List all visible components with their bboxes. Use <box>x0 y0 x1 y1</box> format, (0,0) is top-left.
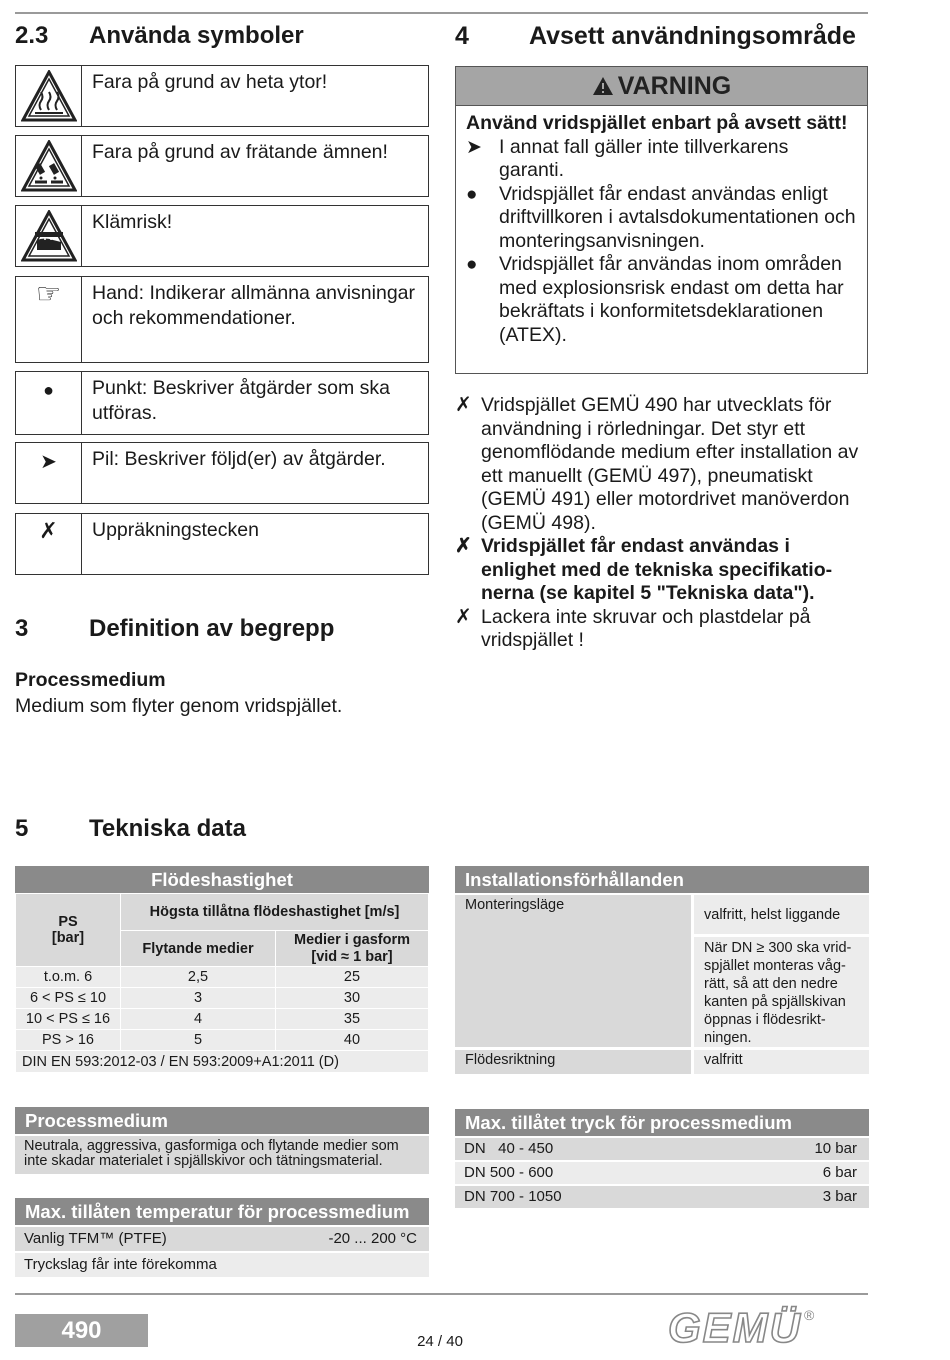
arrow-icon: ➤ <box>466 136 482 158</box>
table-row: DN 500 - 600 6 bar <box>455 1162 869 1184</box>
section-5-heading: 5 Tekniska data <box>15 815 246 842</box>
bullet-dot-icon: ● <box>16 372 82 434</box>
usage-item: ✗ Vridspjället får endast användas i enlighet med de tekniska specifikatio-nerna (se kapitel 5 "Tekniska data"). <box>455 535 833 604</box>
flow-direction-value: valfritt <box>694 1050 869 1074</box>
symbol-row-dot <box>15 371 429 435</box>
top-rule <box>15 12 868 14</box>
mount-label: Monteringsläge <box>455 895 691 1047</box>
symbol-row-cross <box>15 513 429 575</box>
usage-item: ✗ Lackera inte skruvar och plastdelar på vridspjället ! <box>455 605 811 651</box>
max-velocity-header: Högsta tillåtna flödeshastighet [m/s] <box>121 894 429 931</box>
cross-mark-icon: ✗ <box>16 514 82 574</box>
hand-pointing-icon: ☞ <box>16 277 82 362</box>
table-row: DN 700 - 1050 3 bar <box>455 1186 869 1208</box>
table-row: 6 < PS ≤ 10 3 30 <box>16 988 429 1009</box>
crush-hazard-warning-icon <box>16 206 82 266</box>
max-pressure-table <box>455 1109 869 1208</box>
warning-box <box>455 66 868 374</box>
usage-item: ✗ Vridspjället GEMÜ 490 har utvecklats för användning i rörledningar. Det styr ett genomflödande medium efter installation av ett manuellt (GEMÜ 497), pneumatiskt (GEMÜ 491) eller motordrivet manöverdon (GEMÜ 498). <box>455 394 859 534</box>
mount-value-2: När DN ≥ 300 ska vrid-spjället monteras våg-rätt, så att den nedre kanten på spjällskivan öppnas i flödesrikt-ningen. <box>694 937 869 1047</box>
warning-item: ➤ I annat fall gäller inte tillverkarens garanti. <box>466 135 789 181</box>
symbol-text: Fara på grund av heta ytor! <box>92 71 328 93</box>
warning-label: VARNING <box>617 71 732 100</box>
symbol-text: Punkt: Beskriver åtgärder som ska utföras. <box>92 377 391 424</box>
bullet-dot-icon: ● <box>466 183 478 205</box>
cross-mark-icon: ✗ <box>455 394 472 416</box>
symbol-row-crush <box>15 205 429 267</box>
page-number: 24 / 40 <box>417 1333 463 1350</box>
section-4-heading: 4 Avsett användningsområde <box>455 22 856 50</box>
gemu-logo <box>668 1306 814 1350</box>
table-title: Max. tillåtet tryck för processmedium <box>455 1109 869 1136</box>
symbol-text: Klämrisk! <box>92 211 173 233</box>
cross-mark-icon: ✗ <box>455 605 472 628</box>
warning-header <box>456 67 867 106</box>
table-title: Processmedium <box>15 1107 429 1134</box>
symbol-row-arrow <box>15 442 429 504</box>
brand-logo-text: GEMÜ <box>668 1304 802 1351</box>
corrosive-warning-icon <box>16 136 82 196</box>
liquid-header: Flytande medier <box>121 931 276 967</box>
table-row: DN 40 - 450 10 bar <box>455 1138 869 1160</box>
warning-heading: Använd vridspjället enbart på avsett sätt! <box>466 112 848 134</box>
usage-list <box>455 394 868 653</box>
symbol-text: Fara på grund av frätande ämnen! <box>92 141 388 163</box>
warning-item: ● Vridspjället får endast användas enligt driftvillkoren i avtalsdokumentationen och monteringsanvisningen. <box>466 182 856 252</box>
symbol-text: Pil: Beskriver följd(er) av åtgärder. <box>92 448 386 470</box>
symbol-row-corrosive <box>15 135 429 197</box>
model-badge: 490 <box>15 1314 148 1347</box>
table-row: 10 < PS ≤ 16 4 35 <box>16 1009 429 1030</box>
table-title: Flödeshastighet <box>15 866 429 893</box>
bullet-dot-icon: ● <box>466 254 478 275</box>
installation-table <box>455 866 869 1074</box>
section-2-3-heading: 2.3 Använda symboler <box>15 22 304 49</box>
warning-triangle-icon <box>592 76 614 96</box>
process-medium-table <box>15 1107 429 1174</box>
table-row: PS > 16 5 40 <box>16 1030 429 1051</box>
flow-direction-label: Flödesriktning <box>455 1050 691 1074</box>
warning-item: ● Vridspjället får användas inom områden med explosionsrisk endast om detta har bekräftats i konformitetsdeklarationen (ATEX). <box>466 253 844 346</box>
table-row: Tryckslag får inte förekomma <box>15 1253 429 1277</box>
footer-rule <box>15 1293 868 1295</box>
hot-surface-warning-icon <box>16 66 82 126</box>
cross-mark-icon: ✗ <box>455 535 472 557</box>
table-footnote: DIN EN 593:2012-03 / EN 593:2009+A1:2011 (D) <box>16 1051 429 1073</box>
table-title: Max. tillåten temperatur för processmedium <box>15 1198 429 1225</box>
section-3-heading: 3 Definition av begrepp <box>15 615 335 642</box>
symbol-text: Hand: Indikerar allmänna anvisningar och rekommendationer. <box>92 282 416 329</box>
symbol-text: Uppräkningstecken <box>92 519 259 541</box>
term-heading: Processmedium <box>15 669 166 691</box>
ps-header: PS [bar] <box>16 894 121 967</box>
gas-header: Medier i gasform [vid ≈ 1 bar] <box>276 931 429 967</box>
table-row: t.o.m. 6 2,5 25 <box>16 967 429 988</box>
symbol-row-hot-surface <box>15 65 429 127</box>
mount-value-1: valfritt, helst liggande <box>694 895 869 934</box>
max-temperature-table <box>15 1198 429 1277</box>
flow-velocity-table <box>15 866 429 1073</box>
symbol-row-hand <box>15 276 429 363</box>
registered-mark: ® <box>804 1307 815 1323</box>
medium-text: Neutrala, aggressiva, gasformiga och flytande medier som inte skadar materialet i spjällskivor och tätningsmaterial. <box>15 1136 429 1174</box>
term-definition: Medium som flyter genom vridspjället. <box>15 695 343 717</box>
table-title: Installationsförhållanden <box>455 866 869 893</box>
table-row: Vanlig TFM™ (PTFE) -20 ... 200 °C <box>15 1227 429 1251</box>
arrow-icon: ➤ <box>16 443 82 503</box>
